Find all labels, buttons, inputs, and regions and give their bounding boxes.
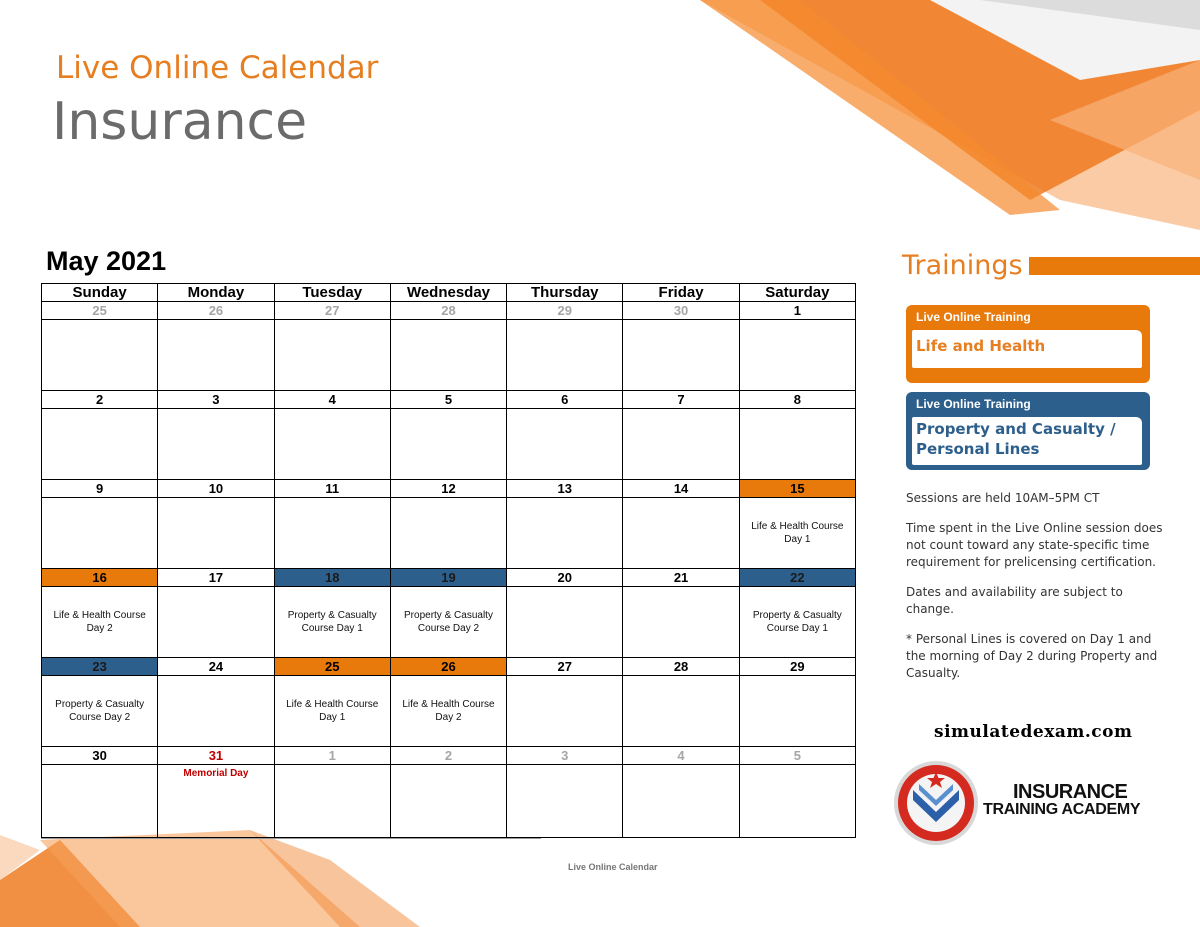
event-label: Life & Health Course Day 1 [286,699,379,723]
training-card-property-casualty [906,392,1150,470]
logo-text-line2: TRAINING ACADEMY [983,801,1141,818]
day-number: 8 [739,391,855,409]
week-date-row [42,747,856,765]
weekday-sunday: Sunday [42,284,158,302]
day-number: 3 [158,391,274,409]
day-cell [274,676,390,747]
footer-divider [41,838,541,839]
weekday-friday: Friday [623,284,739,302]
day-cell [42,765,158,838]
day-number: 15 [739,480,855,498]
day-number: 28 [623,658,739,676]
training-card-name-line2: Personal Lines [916,440,1040,458]
week-events-row [42,409,856,480]
day-number: 24 [158,658,274,676]
weekday-tuesday: Tuesday [274,284,390,302]
week-date-row [42,302,856,320]
day-number: 13 [507,480,623,498]
day-number: 27 [507,658,623,676]
day-number: 22 [739,569,855,587]
event-label: Life & Health Course Day 2 [402,699,495,723]
day-cell [158,765,274,838]
day-cell [507,320,623,391]
day-number: 1 [739,302,855,320]
note-session-hours: Sessions are held 10AM–5PM CT [906,491,1100,505]
training-card-tag: Live Online Training [916,397,1031,411]
day-cell [42,676,158,747]
calendar-grid [41,283,856,838]
day-number: 10 [158,480,274,498]
day-number: 3 [507,747,623,765]
trainings-accent-bar [1029,257,1200,275]
day-number: 29 [739,658,855,676]
weekday-monday: Monday [158,284,274,302]
event-label: Life & Health Course Day 1 [751,521,844,545]
day-cell [158,676,274,747]
day-cell [390,587,506,658]
day-number: 14 [623,480,739,498]
day-number: 11 [274,480,390,498]
week-events-row [42,765,856,838]
day-cell [390,676,506,747]
day-number: 17 [158,569,274,587]
day-number: 30 [42,747,158,765]
day-number: 5 [739,747,855,765]
day-cell [158,320,274,391]
day-cell [507,498,623,569]
month-title: May 2021 [46,246,167,276]
day-cell [739,587,855,658]
day-cell [390,320,506,391]
day-number: 18 [274,569,390,587]
day-number: 4 [623,747,739,765]
event-label: Property & Casualty Course Day 2 [55,699,145,723]
day-cell [623,409,739,480]
day-cell [274,320,390,391]
day-cell [739,765,855,838]
footer-text: Live Online Calendar [568,862,658,872]
day-cell [623,320,739,391]
trainings-heading: Trainings [902,250,1023,281]
week-events-row [42,320,856,391]
day-number: 25 [42,302,158,320]
day-cell [42,320,158,391]
day-cell [739,320,855,391]
day-cell [274,765,390,838]
day-number: 5 [390,391,506,409]
weekday-thursday: Thursday [507,284,623,302]
day-number: 1 [274,747,390,765]
training-card-name: Life and Health [912,330,1142,368]
day-cell [507,765,623,838]
day-cell [623,765,739,838]
logo-text-line1: INSURANCE [1013,781,1128,803]
day-cell [390,765,506,838]
calendar-weeks [42,302,856,838]
page-title: Insurance [52,92,308,152]
event-label: Property & Casualty Course Day 1 [752,610,842,634]
training-card-tag: Live Online Training [916,310,1031,324]
day-cell [158,498,274,569]
day-cell [158,409,274,480]
day-cell [739,498,855,569]
day-cell [623,498,739,569]
day-cell [507,409,623,480]
day-number: 4 [274,391,390,409]
day-number: 29 [507,302,623,320]
day-cell [390,409,506,480]
day-number: 23 [42,658,158,676]
day-cell [623,587,739,658]
weekday-header-row [42,284,856,302]
day-number: 9 [42,480,158,498]
week-date-row [42,658,856,676]
day-number: 6 [507,391,623,409]
day-cell [158,587,274,658]
holiday-label: Memorial Day [183,768,249,779]
training-notes [906,490,1166,695]
note-availability: Dates and availability are subject to change. [906,585,1123,616]
website-url: simulatedexam.com [934,722,1133,742]
calendar-subtitle: Live Online Calendar [56,50,379,86]
day-number: 26 [158,302,274,320]
day-number: 25 [274,658,390,676]
weekday-wednesday: Wednesday [390,284,506,302]
week-events-row [42,676,856,747]
day-cell [42,409,158,480]
day-number: 31 [158,747,274,765]
training-card-name [912,417,1142,465]
day-number: 2 [390,747,506,765]
day-number: 27 [274,302,390,320]
day-cell [42,587,158,658]
training-card-life-health [906,305,1150,383]
day-cell [739,409,855,480]
week-date-row [42,569,856,587]
week-events-row [42,498,856,569]
day-number: 30 [623,302,739,320]
week-events-row [42,587,856,658]
day-number: 2 [42,391,158,409]
week-date-row [42,480,856,498]
note-time-credit: Time spent in the Live Online session does not count toward any state-specific time requirement for prelicensing certification. [906,521,1163,569]
event-label: Property & Casualty Course Day 2 [404,610,493,634]
day-number: 7 [623,391,739,409]
day-cell [274,587,390,658]
day-cell [507,587,623,658]
day-number: 20 [507,569,623,587]
event-label: Property & Casualty Course Day 1 [287,610,377,634]
day-cell [390,498,506,569]
event-label: Life & Health Course Day 2 [53,610,146,634]
day-cell [274,498,390,569]
note-personal-lines: * Personal Lines is covered on Day 1 and the morning of Day 2 during Property and Casualty. [906,632,1158,680]
day-number: 16 [42,569,158,587]
day-cell [507,676,623,747]
week-date-row [42,391,856,409]
day-cell [739,676,855,747]
day-cell [274,409,390,480]
day-number: 21 [623,569,739,587]
day-number: 19 [390,569,506,587]
day-cell [623,676,739,747]
shield-chevron-icon [893,760,979,846]
day-cell [42,498,158,569]
training-card-name-line1: Property and Casualty / [916,420,1116,438]
day-number: 28 [390,302,506,320]
weekday-saturday: Saturday [739,284,855,302]
day-number: 12 [390,480,506,498]
day-number: 26 [390,658,506,676]
